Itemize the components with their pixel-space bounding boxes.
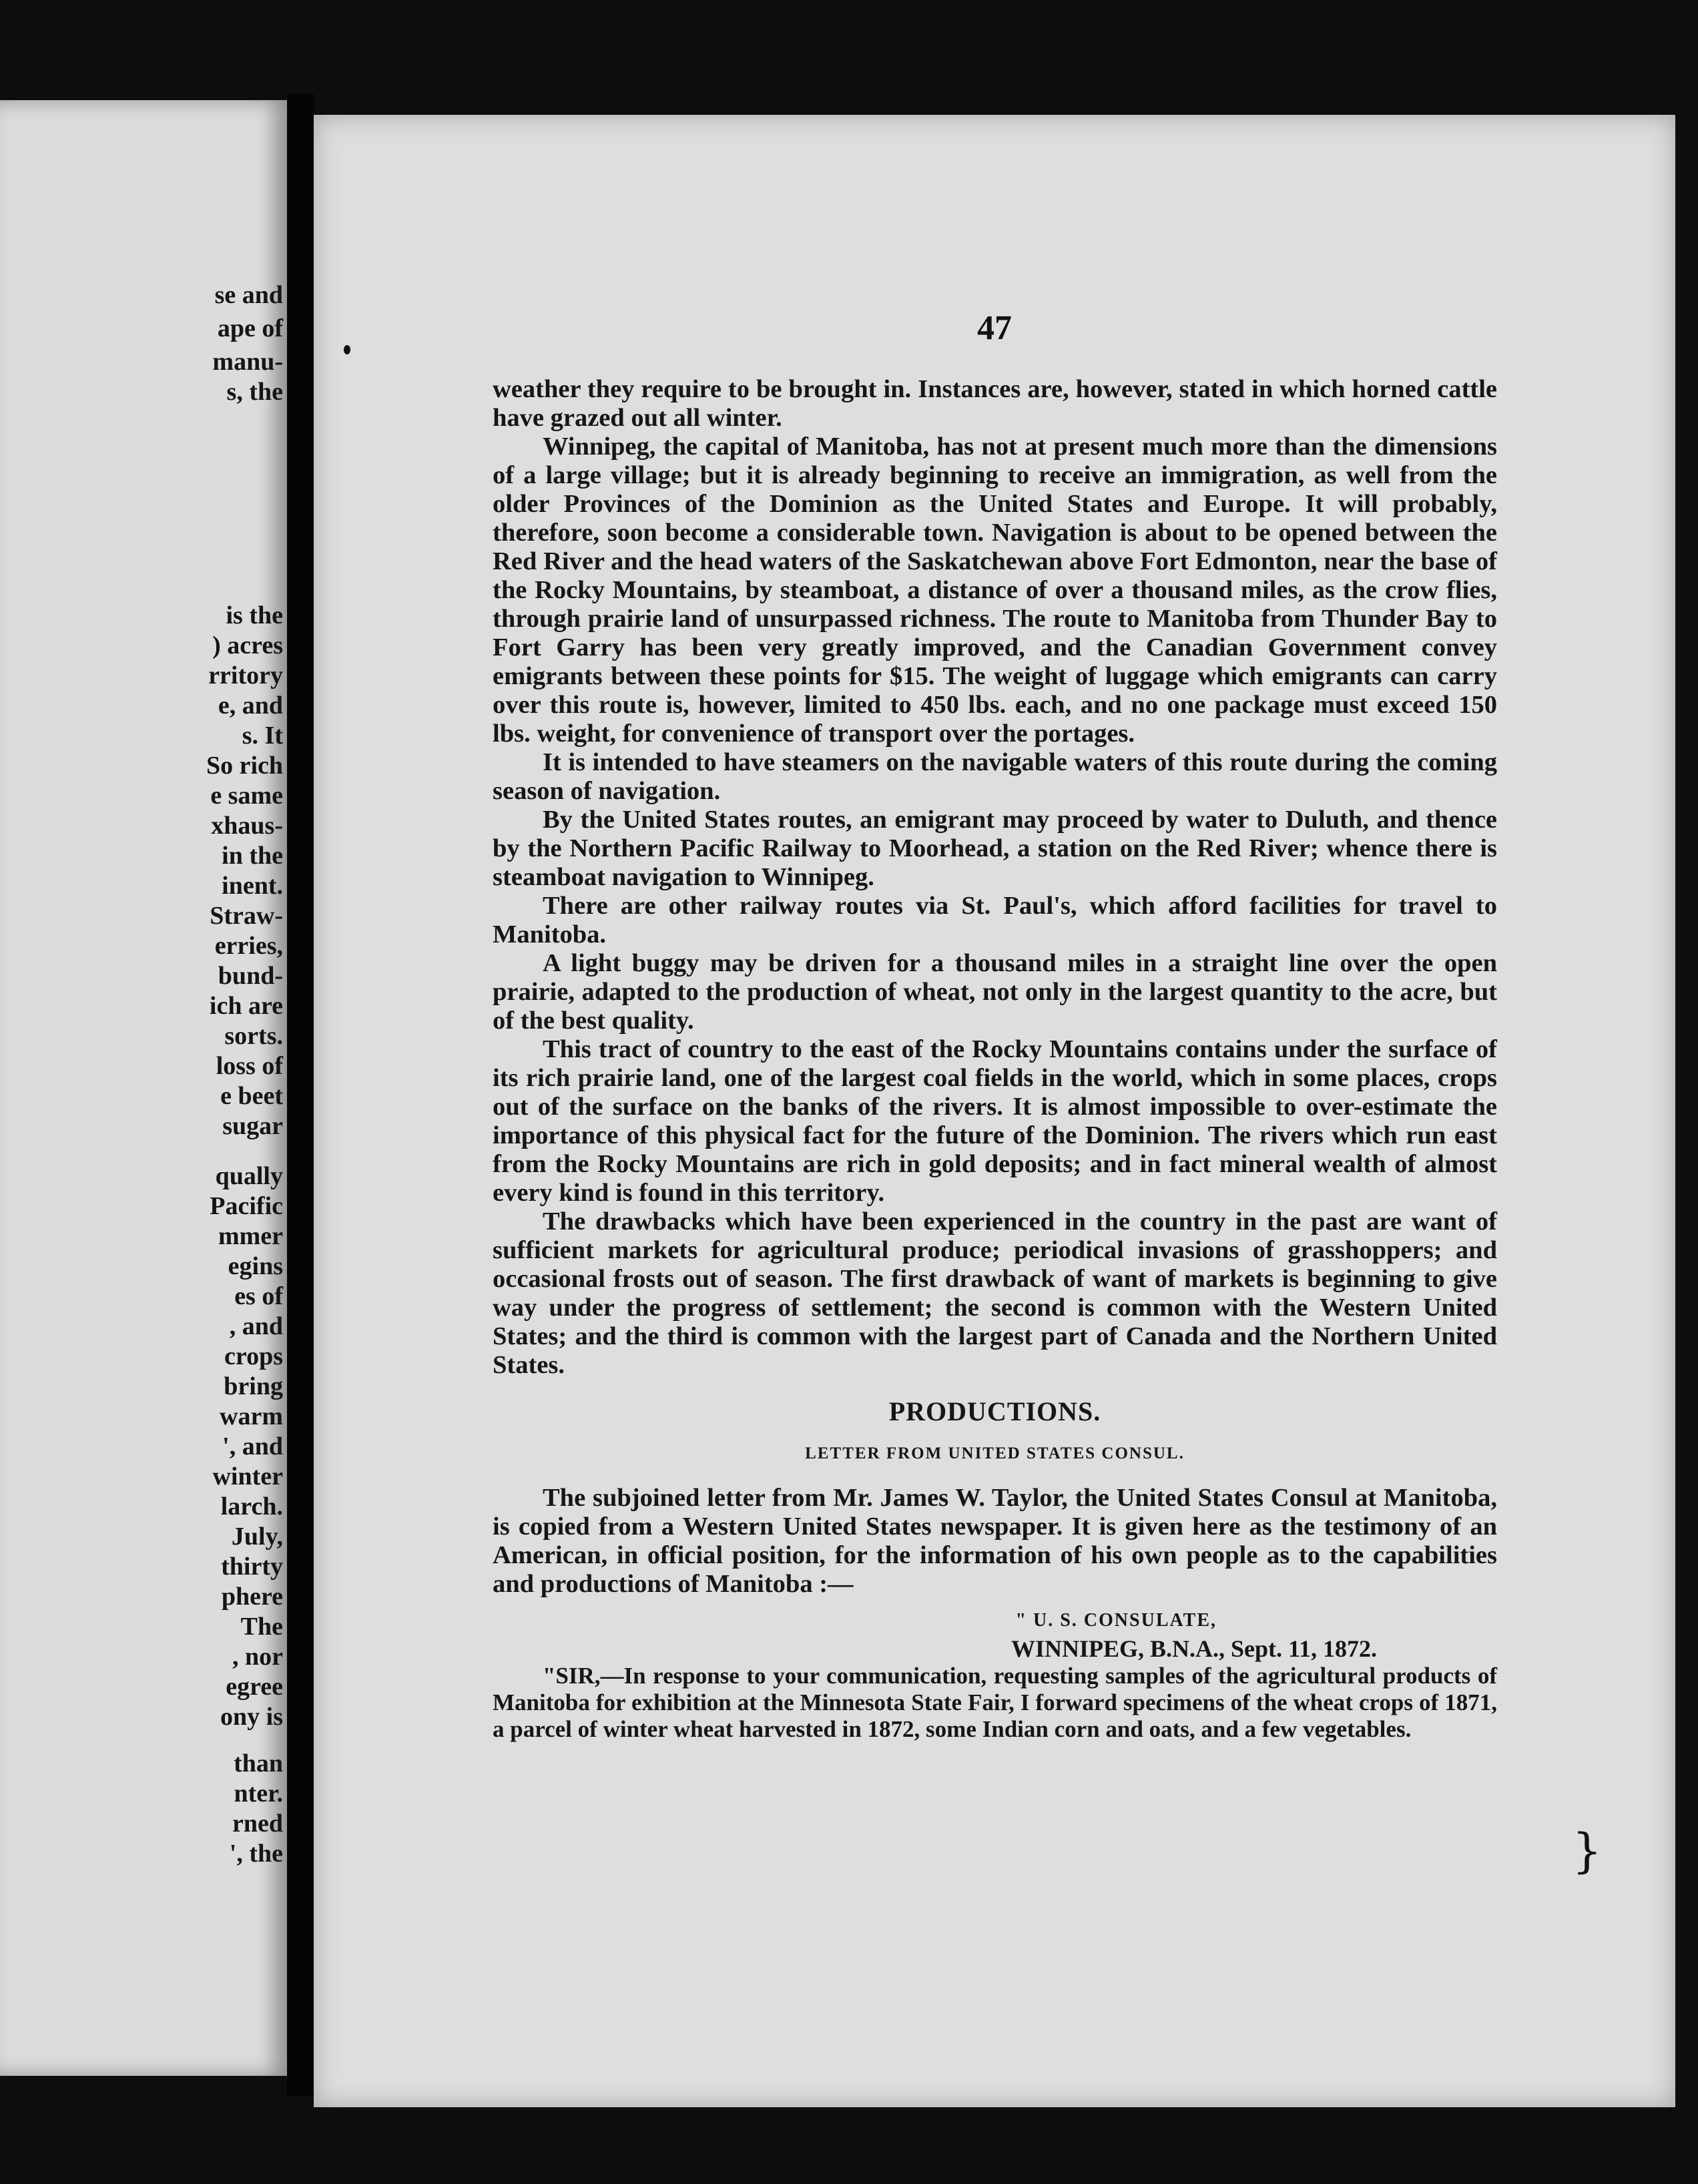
left-page-line: ', and <box>222 1432 283 1460</box>
left-page-line: xhaus- <box>211 812 283 840</box>
left-page-line: larch. <box>220 1492 283 1521</box>
left-page-line: erries, <box>214 932 283 960</box>
main-page <box>314 115 1675 2107</box>
letter-body: "SIR,—In response to your communication, requesting samples of the agricultural products of Manitoba for exhibition at the Minnesota State Fair, I forward specimens of the wheat crops of 1871, a parcel of winter wheat harvested in 1872, some Indian corn and oats, and a few vegetables. <box>493 1663 1497 1742</box>
ink-speck <box>344 345 350 354</box>
left-page-line: s, the <box>226 378 283 406</box>
left-page-line: nter. <box>234 1780 283 1808</box>
paragraph: It is intended to have steamers on the navigable waters of this route during the coming season of navigation. <box>493 748 1497 805</box>
intro-paragraph: The subjoined letter from Mr. James W. Taylor, the United States Consul at Manitoba, is copied from a Western United States newspaper. It is given here as the testimony of an American, in official position, for the information of his own people as to the capabilities and productions of Manitoba :— <box>493 1484 1497 1598</box>
left-page-line: sorts. <box>224 1022 283 1050</box>
left-page-line: ) acres <box>212 631 283 659</box>
left-page-line: egree <box>226 1673 283 1701</box>
left-page-line: ich are <box>209 992 283 1020</box>
paragraph: weather they require to be brought in. Instances are, however, stated in which horned cattle have grazed out all winter. <box>493 375 1497 432</box>
letter-place-date: WINNIPEG, B.N.A., Sept. 11, 1872. <box>1011 1635 1377 1662</box>
left-page-line: e, and <box>218 692 283 720</box>
left-page-line: ape of <box>217 314 283 342</box>
left-page-line: sugar <box>222 1112 283 1140</box>
left-page-line: manu- <box>212 348 283 376</box>
left-page-line: e same <box>210 782 283 810</box>
left-page-line: winter <box>212 1462 283 1490</box>
left-page-line: in the <box>222 842 283 870</box>
left-page-line: So rich <box>206 752 283 780</box>
left-page-line: , and <box>229 1312 283 1340</box>
book-gutter <box>287 93 314 2096</box>
left-page-line: crops <box>224 1342 283 1370</box>
left-page-line: rned <box>232 1810 283 1838</box>
left-page-line: ony is <box>220 1703 283 1731</box>
left-page-line: se and <box>214 281 283 309</box>
left-page-line: mmer <box>218 1222 283 1250</box>
page-number: 47 <box>977 309 1012 347</box>
left-page-line: , nor <box>232 1643 283 1671</box>
left-page-line: es of <box>234 1282 283 1310</box>
left-page-line: ', the <box>229 1840 283 1868</box>
left-page-line: bund- <box>218 962 283 990</box>
left-page-line: is the <box>226 601 283 629</box>
left-page-line: Straw- <box>210 902 283 930</box>
left-page-line: rritory <box>208 661 283 690</box>
body-text <box>493 375 1497 1743</box>
paragraph: This tract of country to the east of the Rocky Mountains contains under the surface of its rich prairie land, one of the largest coal fields in the world, which in some places, crops out of the surface on the banks of the rivers. It is almost impossible to over-estimate the importance of this physical fact for the future of the Dominion. The rivers which run east from the Rocky Mountains are rich in gold deposits; and in fact mineral wealth of almost every kind is found in this territory. <box>493 1035 1497 1207</box>
paragraph: There are other railway routes via St. Paul's, which afford facilities for travel to Manitoba. <box>493 892 1497 948</box>
left-page-line: e beet <box>220 1082 283 1110</box>
section-heading: PRODUCTIONS. <box>888 1396 1101 1426</box>
letter-consulate: " U. S. CONSULATE, <box>1015 1610 1217 1631</box>
left-page-line: The <box>240 1613 283 1641</box>
left-page-line: thirty <box>221 1553 283 1581</box>
letter-header <box>493 1607 1497 1663</box>
paragraph: Winnipeg, the capital of Manitoba, has not at present much more than the dimensions of a large village; but it is already beginning to receive an immigration, as well from the older Provinces of the Dominion as the United States and Europe. It will probably, therefore, soon become a considerable town. Navigation is about to be opened between the Red River and the head waters of the Saskatchewan above Fort Edmonton, near the base of the Rocky Mountains, by steamboat, a distance of over a thousand miles, as the crow flies, through prairie land of unsurpassed richness. The route to Manitoba from Thunder Bay to Fort Garry has been very greatly improved, and the Canadian Government convey emigrants between these points for $15. The weight of luggage which emigrants can carry over this route is, however, limited to 450 lbs. each, and no one package must exceed 150 lbs. weight, for convenience of transport over the portages. <box>493 433 1497 748</box>
section-subheading: LETTER FROM UNITED STATES CONSUL. <box>805 1444 1185 1462</box>
paragraph: By the United States routes, an emigrant may proceed by water to Duluth, and thence by the Northern Pacific Railway to Moorhead, a station on the Red River; whence there is steamboat navigation to Winnipeg. <box>493 806 1497 891</box>
paragraph: A light buggy may be driven for a thousand miles in a straight line over the open prairie, adapted to the production of wheat, not only in the largest quantity to the acre, but of the best quality. <box>493 949 1497 1035</box>
left-page-line: bring <box>224 1372 283 1400</box>
left-page-line: qually <box>215 1162 283 1190</box>
left-page-line: phere <box>221 1583 283 1611</box>
left-page-line: Pacific <box>210 1192 283 1220</box>
paragraph: The drawbacks which have been experienced in the country in the past are want of sufficient markets for agricultural produce; periodical invasions of grasshoppers; and occasional frosts out of season. The first drawback of want of markets is beginning to give way under the progress of settlement; the second is common with the Western United States; and the third is common with the largest part of Canada and the Northern United States. <box>493 1207 1497 1379</box>
left-page-line: egins <box>228 1252 283 1280</box>
left-page-line: s. It <box>242 722 283 750</box>
brace-mark: } <box>1572 1824 1602 1878</box>
left-page-line: loss of <box>216 1052 283 1080</box>
left-page-line: July, <box>231 1523 283 1551</box>
left-page-line: than <box>234 1749 283 1778</box>
left-page-line: warm <box>220 1402 283 1430</box>
left-page-line: inent. <box>222 872 283 900</box>
left-facing-page <box>0 100 287 2076</box>
